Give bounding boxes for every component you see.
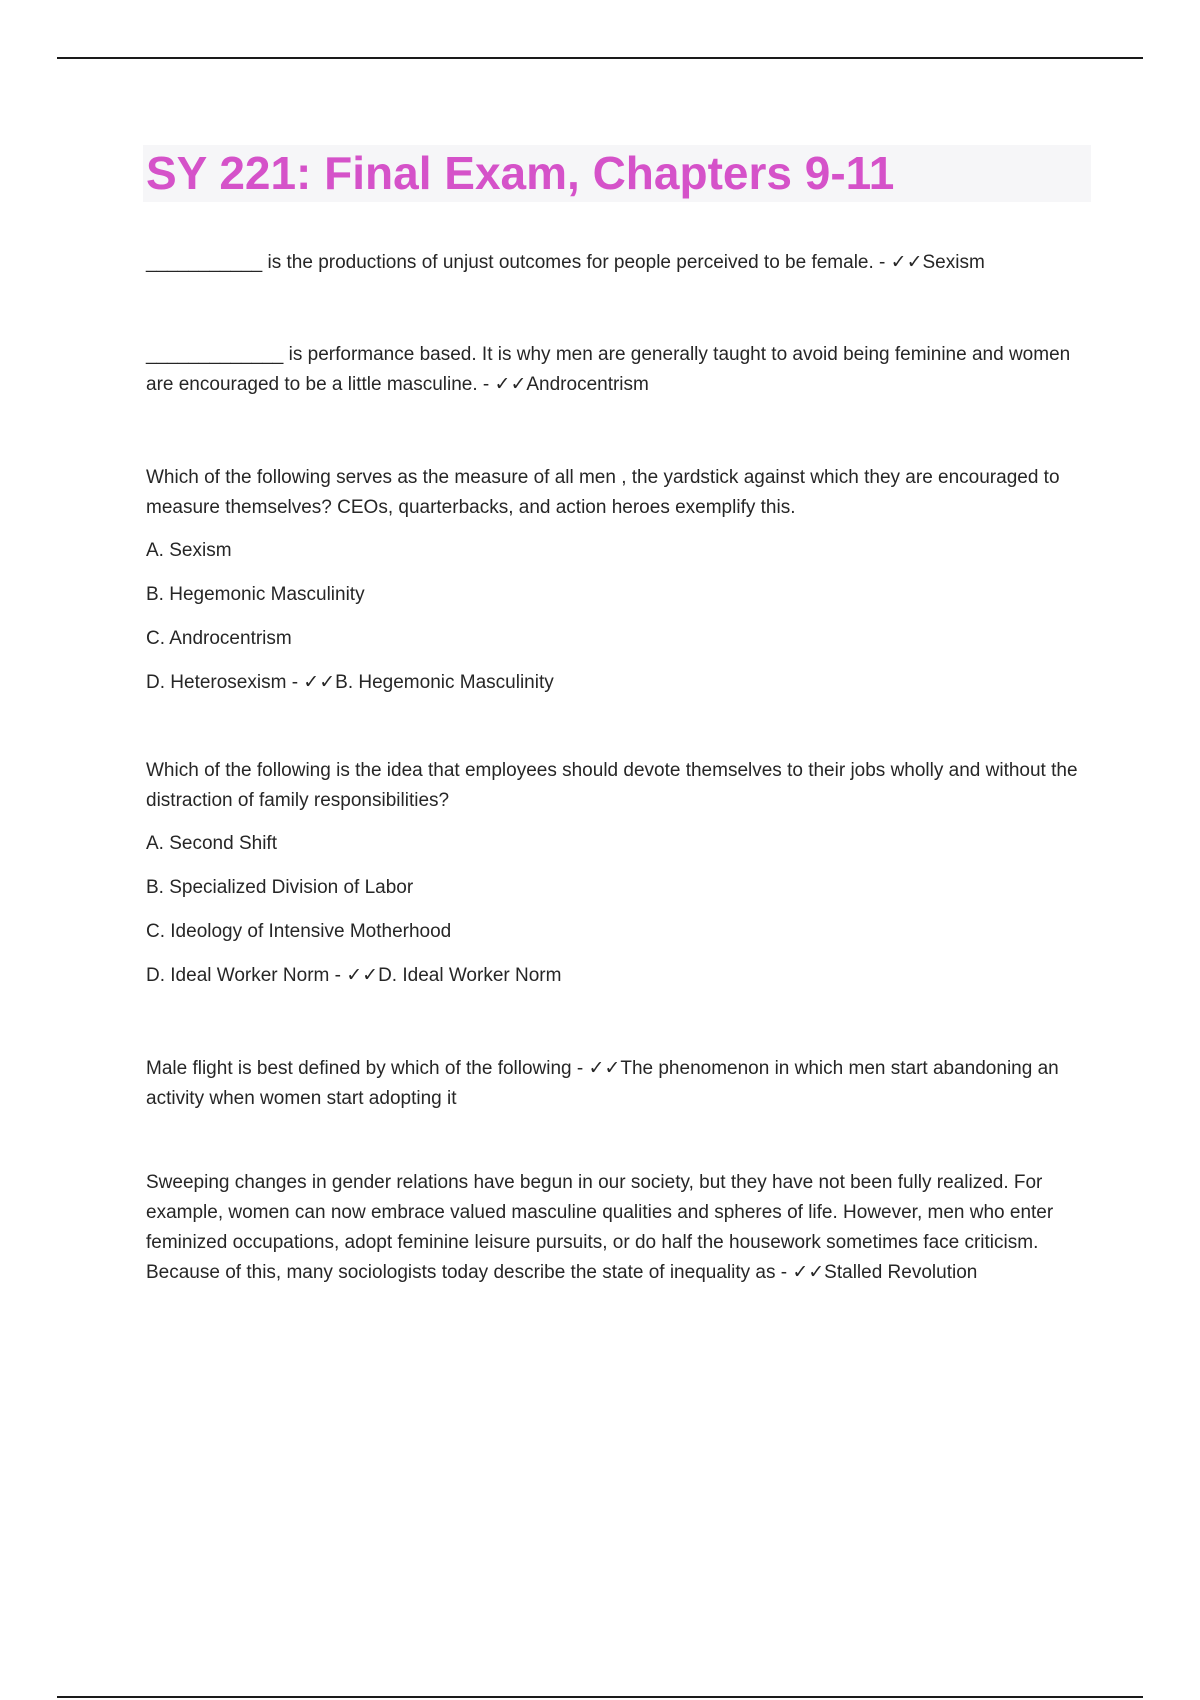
question-5 (146, 1054, 1086, 1114)
header-rule (57, 57, 1143, 59)
option-a: A. Sexism (146, 540, 232, 561)
question-4 (146, 756, 1086, 991)
option-c: C. Ideology of Intensive Motherhood (146, 921, 452, 942)
option-d: D. Ideal Worker Norm - ✓✓D. Ideal Worker Norm (146, 965, 562, 986)
question-text: Male flight is best defined by which of the following - ✓✓The phenomenon in which men start abandoning an activity when women start adopting it (146, 1058, 1059, 1109)
document-title: SY 221: Final Exam, Chapters 9-11 (146, 147, 895, 199)
option-d: D. Heterosexism - ✓✓B. Hegemonic Masculinity (146, 672, 554, 693)
question-text: Which of the following is the idea that employees should devote themselves to their jobs wholly and without the distraction of family responsibilities? (146, 760, 1078, 811)
footer-rule (57, 1696, 1143, 1698)
option-c: C. Androcentrism (146, 628, 292, 649)
option-b: B. Hegemonic Masculinity (146, 584, 365, 605)
question-6 (146, 1168, 1086, 1288)
document-body (146, 248, 1086, 1288)
question-text: Which of the following serves as the measure of all men , the yardstick against which they are encouraged to measure themselves? CEOs, quarterbacks, and action heroes exemplify this. (146, 467, 1060, 518)
question-text: Sweeping changes in gender relations have begun in our society, but they have not been fully realized. For example, women can now embrace valued masculine qualities and spheres of life. However, men who enter feminized occupations, adopt feminine leisure pursuits, or do half the housework sometimes face criticism. Because of this, many sociologists today describe the state of inequality as - ✓✓Stalled Revolution (146, 1172, 1054, 1283)
question-2 (146, 340, 1086, 400)
question-3 (146, 463, 1086, 698)
option-a: A. Second Shift (146, 833, 277, 854)
question-text: _____________ is performance based. It is why men are generally taught to avoid being feminine and women are encouraged to be a little masculine. - ✓✓Androcentrism (146, 344, 1071, 395)
question-1 (146, 248, 1086, 278)
option-b: B. Specialized Division of Labor (146, 877, 414, 898)
question-text: ___________ is the productions of unjust outcomes for people perceived to be female. - ✓✓Sexism (146, 252, 985, 273)
